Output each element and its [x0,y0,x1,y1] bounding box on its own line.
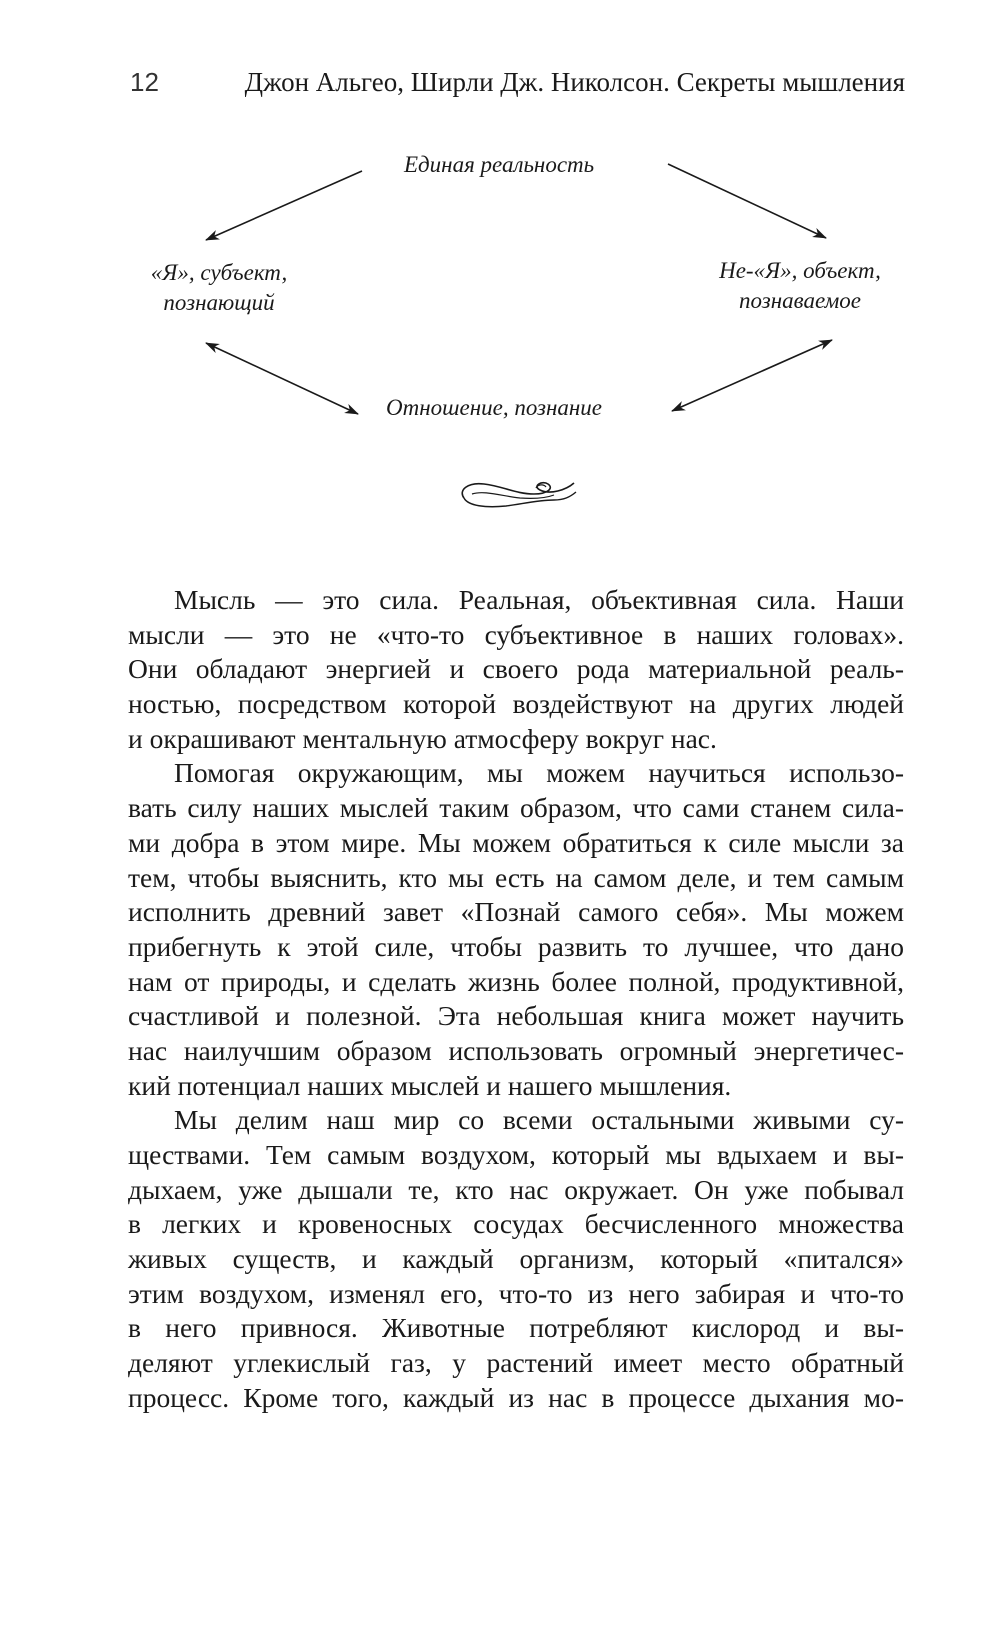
text-line: Мы делим наш мир со всеми остальными живыми су- [174,1104,904,1136]
arrow-right-bottom [672,340,832,411]
text-line: счастливой и полезной. Эта небольшая книга может научить [128,1000,904,1032]
node-object-line1: Не-«Я», объект, [719,258,881,283]
text-line: Мысль — это сила. Реальная, объективная сила. Наши [174,584,904,615]
text-line: ществами. Тем самым воздухом, который мы вдыхаем и вы- [128,1139,904,1170]
text-line: в легких и кровеносных сосудах бесчисленного множества [128,1208,904,1240]
text-line: ми добра в этом мире. Мы можем обратиться к силе мысли за [128,826,904,858]
text-line: Помогая окружающим, мы можем научиться использо- [174,757,904,789]
text-line: живых существ, и каждый организм, который «питался» [128,1243,904,1275]
paragraph-1 [128,583,904,756]
diagram-arrows [0,0,1000,460]
flourish-ornament-icon [450,470,582,520]
text-line: тем, чтобы выяснить, кто мы есть на самом деле, и тем самым [128,861,904,893]
text-line: кий потенциал наших мыслей и нашего мышления. [128,1069,732,1101]
node-relation: Отношение, познание [386,395,603,420]
text-line: вать силу наших мыслей таким образом, что сами станем сила- [128,792,904,824]
body-text [128,583,904,1416]
node-unified-reality: Единая реальность [404,152,595,177]
arrow-top-to-right [668,164,826,238]
arrow-top-to-left [206,171,362,240]
text-line: мысли — это не «что-то субъективное в наших головах». [128,618,904,650]
text-line: деляют углекислый газ, у растений имеет место обратный [128,1347,904,1379]
text-line: нас наилучшим образом использовать огромный энергетичес- [128,1034,904,1066]
text-line: этим воздухом, изменял его, что-то из него забирая и что-то [128,1277,904,1309]
paragraph-2 [128,756,904,1103]
arrow-left-bottom [206,343,358,414]
node-object [695,256,905,316]
node-subject [130,258,308,318]
text-line: и окрашивают ментальную атмосферу вокруг нас. [128,722,717,754]
text-line: процесс. Кроме того, каждый из нас в процессе дыхания мо- [128,1381,904,1413]
text-line: Они обладают энергией и своего рода материальной реаль- [128,653,904,685]
paragraph-3 [128,1103,904,1415]
text-line: ностью, посредством которой воздействуют на других людей [128,688,904,720]
text-line: прибегнуть к этой силе, чтобы развить то лучшее, что дано [128,930,904,962]
book-title-header: Джон Альгео, Ширли Дж. Николсон. Секреты мышления [244,67,905,97]
node-subject-line2: познающий [163,290,275,315]
knowledge-diagram [0,0,1000,460]
node-subject-line1: «Я», субъект, [150,260,288,285]
text-line: нам от природы, и сделать жизнь более полной, продуктивной, [128,965,904,997]
text-line: дыхаем, уже дышали те, кто нас окружает. Он уже побывал [128,1173,904,1205]
text-line: исполнить древний завет «Познай самого себя». Мы можем [128,896,904,928]
page-number: 12 [130,67,159,97]
node-object-line2: познаваемое [739,288,861,313]
text-line: в него привнося. Животные потребляют кислород и вы- [128,1312,904,1344]
